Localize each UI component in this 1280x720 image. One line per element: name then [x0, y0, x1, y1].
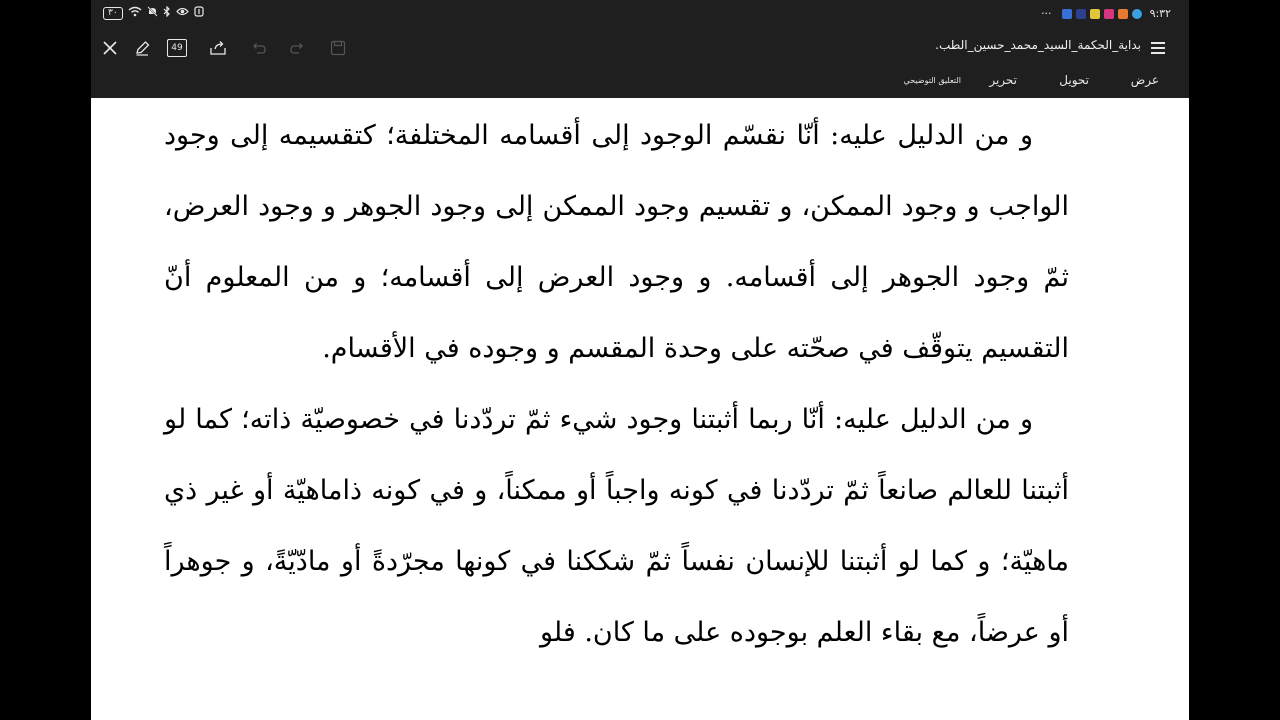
redo-icon [290, 41, 306, 55]
eye-icon [176, 7, 189, 20]
status-bar [91, 0, 1189, 30]
status-notifications [1041, 7, 1171, 20]
telegram-icon [1132, 9, 1142, 19]
share-icon [209, 40, 227, 56]
tab-view[interactable]: عرض [1130, 73, 1159, 87]
pen-button[interactable] [131, 37, 153, 59]
pen-icon [134, 40, 151, 57]
tab-convert[interactable]: تحويل [1059, 73, 1089, 87]
document-page[interactable] [91, 98, 1189, 720]
bluetooth-icon [163, 6, 171, 21]
instagram-icon [1104, 9, 1114, 19]
mode-tabs [91, 64, 1189, 98]
app-icon-navy [1076, 9, 1086, 19]
toolbar [91, 30, 1189, 64]
document-text [164, 100, 1069, 668]
page-count-label: 49 [171, 43, 183, 53]
status-system-icons [103, 6, 204, 21]
menu-icon[interactable] [1149, 39, 1167, 55]
undo-button[interactable] [247, 37, 269, 59]
close-icon [102, 40, 118, 56]
save-icon [330, 40, 346, 56]
wifi-icon [128, 6, 142, 21]
battery-indicator: ٣٠ [103, 7, 123, 20]
nfc-icon [194, 6, 204, 21]
status-time: ٩:٣٢ [1149, 7, 1171, 20]
share-button[interactable] [207, 37, 229, 59]
undo-icon [250, 41, 266, 55]
redo-button[interactable] [287, 37, 309, 59]
paragraph-1: و من الدليل عليه: أنّا نقسّم الوجود إلى أقسامه المختلفة؛ كتقسيمه إلى وجود الواجب و وجود الممكن، و تقسيم وجود الممكن إلى وجود الجوهر و وجود العرض، ثمّ وجود الجوهر إلى أقسامه. و وجود العرض إلى أقسامه؛ و من المعلوم أنّ التقسيم يتوقّف في صحّته على وحدة المقسم و وجوده في الأقسام. [164, 120, 1069, 364]
app-icon-yellow [1090, 9, 1100, 19]
close-button[interactable] [99, 37, 121, 59]
paragraph-2: و من الدليل عليه: أنّا ربما أثبتنا وجود شيء ثمّ تردّدنا في خصوصيّة ذاته؛ كما لو أثبتنا للعالم صانعاً ثمّ تردّدنا في كونه واجباً أو ممكناً، و في كونه ذاماهيّة أو غير ذي ماهيّة؛ و كما لو أثبتنا للإنسان نفساً ثمّ شككنا في كونها مجرّدةً أو مادّيّةً، و جوهراً أو عرضاً، مع بقاء العلم بوجوده على ما كان. فلو [164, 404, 1069, 648]
document-title: بداية_الحكمة_السيد_محمد_حسين_الطب. [935, 38, 1141, 52]
notification-overflow: ··· [1041, 7, 1052, 20]
tab-edit[interactable]: تحرير [989, 73, 1017, 87]
save-button[interactable] [327, 37, 349, 59]
tab-annotation[interactable]: التعليق التوضيحي [903, 76, 961, 85]
app-icon-orange [1118, 9, 1128, 19]
mute-icon [147, 6, 158, 21]
app-icon-blue [1062, 9, 1072, 19]
page-count-button[interactable] [167, 39, 187, 57]
